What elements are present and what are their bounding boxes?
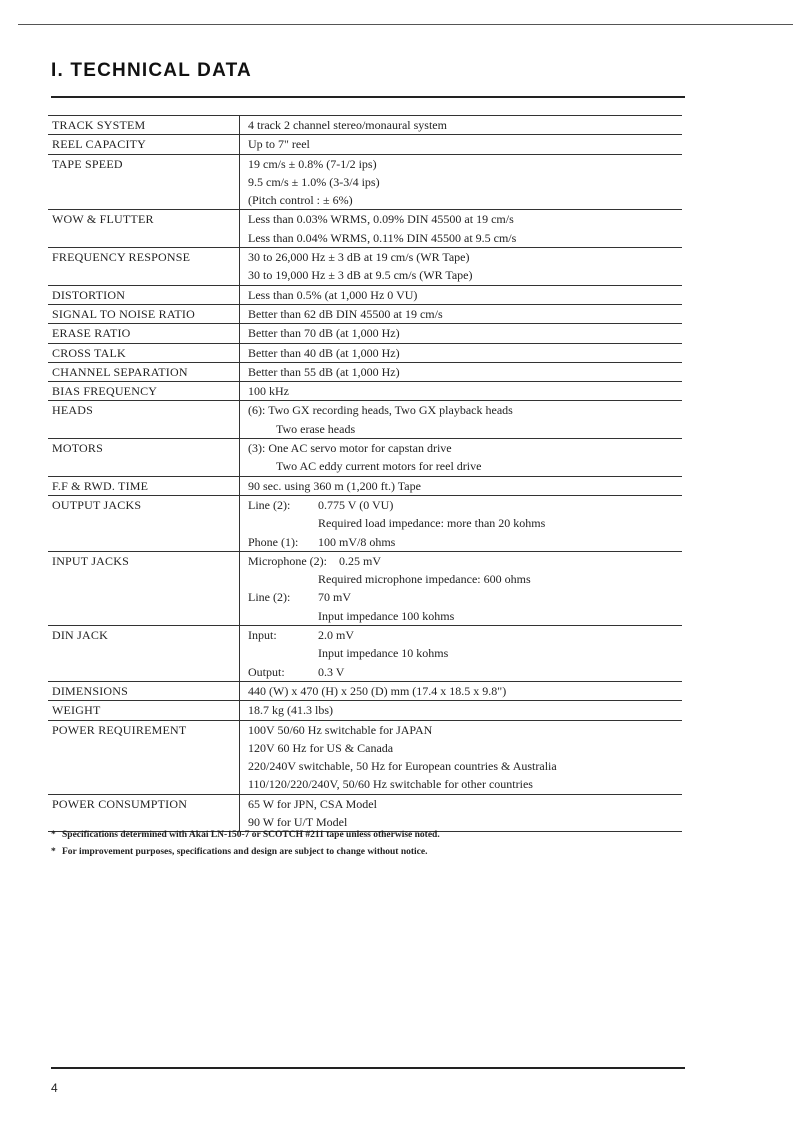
- page-number: 4: [51, 1081, 58, 1095]
- spec-value: 440 (W) x 470 (H) x 250 (D) mm (17.4 x 18.5 x 9.8"): [240, 681, 683, 700]
- spec-value: 18.7 kg (41.3 lbs): [240, 701, 683, 720]
- spec-label: WEIGHT: [48, 701, 240, 720]
- spec-table: [48, 115, 682, 832]
- spec-value: 100 kHz: [240, 382, 683, 401]
- indent-spacer: [248, 644, 318, 662]
- spec-line: 19 cm/s ± 0.8% (7-1/2 ips): [248, 156, 377, 171]
- top-rule: [18, 24, 793, 25]
- spec-line: Two erase heads: [276, 421, 356, 436]
- spec-label: DIMENSIONS: [48, 681, 240, 700]
- footnote: [51, 844, 440, 861]
- spec-row-tape-speed: [48, 154, 682, 210]
- spec-row-frequency-response: [48, 248, 682, 286]
- spec-row-wow-flutter: [48, 210, 682, 248]
- spec-value: Up to 7" reel: [240, 135, 683, 154]
- spec-label: POWER CONSUMPTION: [48, 794, 240, 832]
- spec-note: Required microphone impedance: 600 ohms: [318, 572, 531, 587]
- page-title: I. TECHNICAL DATA: [51, 60, 252, 81]
- spec-value: Better than 62 dB DIN 45500 at 19 cm/s: [240, 304, 683, 323]
- spec-line: (Pitch control : ± 6%): [248, 193, 353, 208]
- spec-label: POWER REQUIREMENT: [48, 720, 240, 794]
- spec-row-din-jack: [48, 626, 682, 682]
- spec-key: Phone (1):: [248, 534, 299, 549]
- spec-row-erase-ratio: [48, 324, 682, 343]
- spec-row-output-jacks: [48, 495, 682, 551]
- spec-subline: [248, 570, 682, 588]
- footnote-marker: *: [51, 847, 56, 857]
- spec-label: DISTORTION: [48, 285, 240, 304]
- indent-spacer: [248, 570, 318, 588]
- spec-line: Less than 0.04% WRMS, 0.11% DIN 45500 at 9.5 cm/s: [248, 230, 517, 245]
- spec-value: [240, 154, 683, 210]
- spec-subline: [248, 626, 682, 644]
- spec-label: SIGNAL TO NOISE RATIO: [48, 304, 240, 323]
- spec-value: Better than 70 dB (at 1,000 Hz): [240, 324, 683, 343]
- spec-label: MOTORS: [48, 439, 240, 477]
- spec-row-snr: [48, 304, 682, 323]
- spec-label: FREQUENCY RESPONSE: [48, 248, 240, 286]
- spec-value: [240, 626, 683, 682]
- spec-value: [240, 210, 683, 248]
- spec-sub-value: 2.0 mV: [318, 628, 354, 643]
- spec-label: F.F & RWD. TIME: [48, 476, 240, 495]
- footnote-text: Specifications determined with Akai LN-150-7 or SCOTCH #211 tape unless otherwise noted.: [62, 830, 440, 840]
- spec-row-weight: [48, 701, 682, 720]
- spec-row-channel-separation: [48, 362, 682, 381]
- spec-sub-value: 0.25 mV: [339, 553, 381, 568]
- spec-row-track-system: [48, 116, 682, 135]
- bottom-rule: [51, 1067, 685, 1069]
- spec-line: 100V 50/60 Hz switchable for JAPAN: [248, 722, 433, 737]
- spec-line: 30 to 19,000 Hz ± 3 dB at 9.5 cm/s (WR Tape): [248, 268, 473, 283]
- spec-line: 120V 60 Hz for US & Canada: [248, 740, 394, 755]
- spec-key: Output:: [248, 664, 285, 679]
- title-rule: [51, 96, 685, 98]
- spec-label: WOW & FLUTTER: [48, 210, 240, 248]
- spec-value: [240, 439, 683, 477]
- spec-value: [240, 248, 683, 286]
- spec-sub-value: 0.3 V: [318, 664, 345, 679]
- spec-value: Better than 40 dB (at 1,000 Hz): [240, 343, 683, 362]
- spec-line: (6): Two GX recording heads, Two GX playback heads: [248, 403, 513, 418]
- spec-subline: [248, 496, 682, 514]
- spec-label: INPUT JACKS: [48, 551, 240, 625]
- spec-note: Input impedance 100 kohms: [318, 608, 455, 623]
- spec-row-heads: [48, 401, 682, 439]
- spec-row-ff-rwd: [48, 476, 682, 495]
- spec-line: 90 W for U/T Model: [248, 814, 348, 829]
- spec-value: 4 track 2 channel stereo/monaural system: [240, 116, 683, 135]
- spec-subline: [248, 552, 682, 570]
- spec-value: [240, 720, 683, 794]
- spec-value: 90 sec. using 360 m (1,200 ft.) Tape: [240, 476, 683, 495]
- spec-subline: [248, 663, 682, 681]
- spec-line: (3): One AC servo motor for capstan drive: [248, 441, 452, 456]
- spec-sub-value: 0.775 V (0 VU): [318, 497, 394, 512]
- spec-line: Two AC eddy current motors for reel drive: [276, 459, 482, 474]
- spec-line: 220/240V switchable, 50 Hz for European countries & Australia: [248, 759, 557, 774]
- spec-subline: [248, 644, 682, 662]
- spec-row-bias-frequency: [48, 382, 682, 401]
- spec-label: TAPE SPEED: [48, 154, 240, 210]
- spec-subline: [248, 514, 682, 532]
- spec-label: CROSS TALK: [48, 343, 240, 362]
- spec-line: 110/120/220/240V, 50/60 Hz switchable for other countries: [248, 777, 533, 792]
- spec-sub-value: 70 mV: [318, 590, 351, 605]
- spec-key: Line (2):: [248, 497, 291, 512]
- spec-subline: [248, 533, 682, 551]
- spec-row-reel-capacity: [48, 135, 682, 154]
- spec-row-distortion: [48, 285, 682, 304]
- spec-label: OUTPUT JACKS: [48, 495, 240, 551]
- spec-label: TRACK SYSTEM: [48, 116, 240, 135]
- spec-label: REEL CAPACITY: [48, 135, 240, 154]
- spec-note: Input impedance 10 kohms: [318, 646, 449, 661]
- spec-value: [240, 551, 683, 625]
- footnote-text: For improvement purposes, specifications and design are subject to change without notice.: [62, 847, 428, 857]
- spec-key: Line (2):: [248, 590, 291, 605]
- spec-label: BIAS FREQUENCY: [48, 382, 240, 401]
- indent-spacer: [248, 514, 318, 532]
- spec-note: Required load impedance: more than 20 kohms: [318, 516, 546, 531]
- spec-line: 9.5 cm/s ± 1.0% (3-3/4 ips): [248, 174, 380, 189]
- spec-subline: [248, 588, 682, 606]
- footnote: [51, 827, 440, 844]
- spec-row-cross-talk: [48, 343, 682, 362]
- spec-line: 30 to 26,000 Hz ± 3 dB at 19 cm/s (WR Tape): [248, 250, 470, 265]
- spec-key: Microphone (2):: [248, 553, 327, 568]
- spec-label: ERASE RATIO: [48, 324, 240, 343]
- footnote-marker: *: [51, 830, 56, 840]
- spec-row-power-requirement: [48, 720, 682, 794]
- spec-line: Less than 0.03% WRMS, 0.09% DIN 45500 at 19 cm/s: [248, 212, 514, 227]
- spec-value: [240, 495, 683, 551]
- spec-value: [240, 401, 683, 439]
- spec-row-motors: [48, 439, 682, 477]
- spec-row-input-jacks: [48, 551, 682, 625]
- spec-sub-value: 100 mV/8 ohms: [318, 534, 396, 549]
- indent-spacer: [248, 607, 318, 625]
- footnotes: [51, 827, 440, 861]
- spec-label: HEADS: [48, 401, 240, 439]
- spec-value: Better than 55 dB (at 1,000 Hz): [240, 362, 683, 381]
- spec-key: Input:: [248, 628, 277, 643]
- spec-label: CHANNEL SEPARATION: [48, 362, 240, 381]
- spec-label: DIN JACK: [48, 626, 240, 682]
- spec-subline: [248, 607, 682, 625]
- spec-line: 65 W for JPN, CSA Model: [248, 796, 377, 811]
- spec-value: Less than 0.5% (at 1,000 Hz 0 VU): [240, 285, 683, 304]
- spec-row-dimensions: [48, 681, 682, 700]
